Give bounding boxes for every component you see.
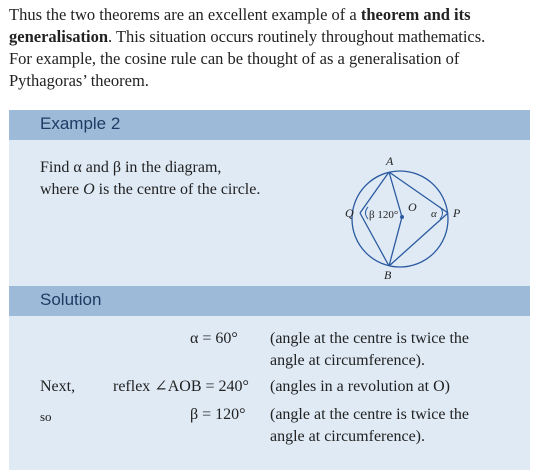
intro-line-1	[9, 4, 534, 26]
label-p: P	[453, 206, 461, 220]
intro-bold-term: theorem and its	[360, 5, 471, 24]
intro-line-3: For example, the cosine rule can be thought of as a generalisation of	[9, 49, 460, 68]
label-q: Q	[345, 206, 354, 220]
label-a: A	[386, 155, 394, 168]
intro-bold-term: generalisation	[9, 27, 108, 46]
solution-row-2-reason: (angles in a revolution at O)	[270, 378, 450, 395]
label-o: O	[408, 200, 417, 214]
chord-ap	[389, 172, 448, 213]
question-line-2	[40, 179, 260, 201]
solution-title: Solution	[40, 290, 102, 309]
solution-row-2-prefix: Next,	[40, 378, 76, 395]
question-text: where	[40, 181, 84, 198]
label-alpha: α	[431, 208, 437, 220]
angle-arc-q	[366, 207, 369, 219]
solution-row-3-reason	[270, 404, 469, 448]
intro-text: Thus the two theorems are an excellent example of a	[9, 5, 361, 24]
reason-line: angle at circumference).	[270, 352, 426, 369]
circle-diagram	[330, 155, 480, 280]
example-panel	[9, 110, 530, 470]
label-beta-angle: β 120°	[369, 209, 399, 221]
solution-row-3-prefix: so	[40, 409, 52, 424]
intro-paragraph	[9, 4, 534, 92]
example-question	[40, 157, 260, 201]
reason-line: angle at circumference).	[270, 428, 426, 445]
question-text: is the centre of the circle.	[94, 181, 261, 198]
intro-text: . This situation occurs routinely throughout mathematics.	[108, 27, 486, 46]
solution-header-bar	[9, 286, 530, 316]
reason-line: (angle at the centre is twice the	[270, 330, 470, 347]
intro-line-4: Pythagoras’ theorem.	[9, 71, 149, 90]
reason-line: (angle at the centre is twice the	[270, 406, 470, 423]
label-b: B	[384, 268, 392, 280]
radius-ob	[389, 217, 402, 266]
solution-row-3-eq: β = 120°	[190, 406, 246, 423]
question-variable: O	[83, 181, 95, 198]
intro-line-2	[9, 26, 534, 48]
example-header-bar	[9, 110, 530, 140]
example-title: Example 2	[40, 114, 121, 133]
question-line-1: Find α and β in the diagram,	[40, 159, 222, 176]
centre-point	[400, 215, 404, 219]
solution-row-1-eq: α = 60°	[190, 330, 238, 347]
solution-row-1-reason	[270, 328, 469, 372]
solution-row-2-eq: reflex ∠AOB = 240°	[113, 378, 249, 395]
